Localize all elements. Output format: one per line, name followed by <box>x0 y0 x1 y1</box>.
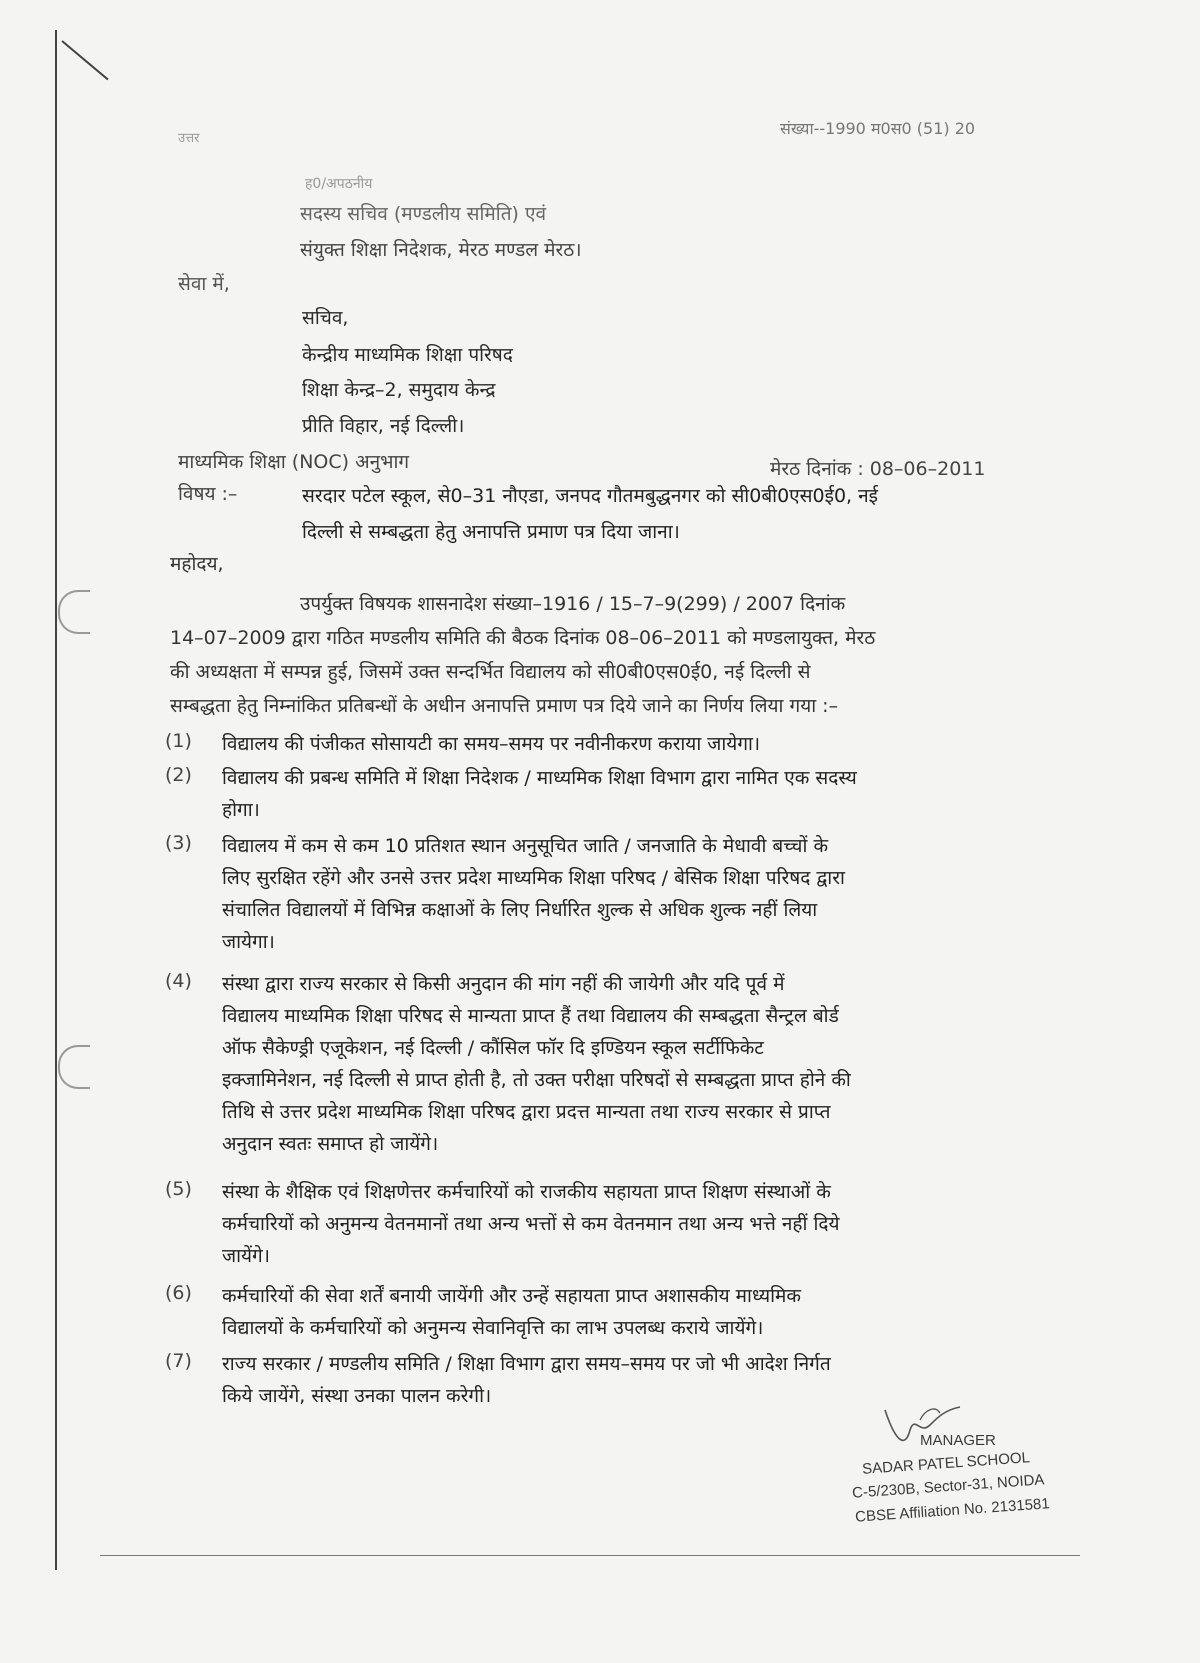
condition-text-line: ऑफ सैकेण्ड्री एजूकेशन, नई दिल्ली / कौंसिल फॉर दि इण्डियन स्कूल सर्टीफिकेट <box>222 1037 764 1059</box>
subject-line-1: सरदार पटेल स्कूल, से0–31 नौएडा, जनपद गौतमबुद्धनगर को सी0बी0एस0ई0, नई <box>302 485 878 507</box>
sender-line-2: संयुक्त शिक्षा निदेशक, मेरठ मण्डल मेरठ। <box>300 239 582 261</box>
condition-text-line: विद्यालयों के कर्मचारियों को अनुमन्य सेवानिवृत्ति का लाभ उपलब्ध कराये जायेंगे। <box>222 1317 764 1339</box>
stamp-line-2: SADAR PATEL SCHOOL <box>861 1449 1031 1478</box>
intro-line-1: उपर्युक्त विषयक शासनादेश संख्या–1916 / 15–7–9(299) / 2007 दिनांक <box>300 593 846 615</box>
condition-text-line: होगा। <box>222 799 260 821</box>
condition-text-line: तिथि से उत्तर प्रदेश माध्यमिक शिक्षा परिषद द्वारा प्रदत्त मान्यता तथा राज्य सरकार से प्राप्त <box>222 1101 831 1123</box>
condition-text-line: कर्मचारियों की सेवा शर्तें बनायी जायेंगी और उन्हें सहायता प्राप्त अशासकीय माध्यमिक <box>222 1285 801 1307</box>
condition-text-line: विद्यालय की प्रबन्ध समिति में शिक्षा निदेशक / माध्यमिक शिक्षा विभाग द्वारा नामित एक सदस्य <box>222 767 857 789</box>
letter-date: मेरठ दिनांक : 08–06–2011 <box>770 458 986 480</box>
punch-hole-top <box>58 590 90 634</box>
condition-text-line: संस्था द्वारा राज्य सरकार से किसी अनुदान की मांग नहीं की जायेगी और यदि पूर्व में <box>222 973 785 995</box>
condition-number: (1) <box>165 730 192 752</box>
condition-number: (5) <box>165 1178 192 1200</box>
condition-text-line: विद्यालय माध्यमिक शिक्षा परिषद से मान्यता प्राप्त हैं तथा विद्यालय की सम्बद्धता सैन्ट्रल बोर्ड <box>222 1005 839 1027</box>
condition-number: (4) <box>165 970 192 992</box>
recipient-line-3: शिक्षा केन्द्र–2, समुदाय केन्द्र <box>302 379 496 401</box>
condition-text-line: इक्जामिनेशन, नई दिल्ली से प्राप्त होती है, तो उक्त परीक्षा परिषदों से सम्बद्धता प्राप्त होने की <box>222 1069 851 1091</box>
manager-signature <box>880 1395 970 1459</box>
corner-fold-mark <box>61 40 108 80</box>
condition-number: (2) <box>165 764 192 786</box>
sender-initial: ह0/अपठनीय <box>305 176 373 192</box>
condition-text-line: संस्था के शैक्षिक एवं शिक्षणेत्तर कर्मचारियों को राजकीय सहायता प्राप्त शिक्षण संस्थाओं के <box>222 1181 831 1203</box>
stamp-line-4: CBSE Affiliation No. 2131581 <box>854 1495 1051 1526</box>
bottom-rule <box>100 1555 1080 1556</box>
condition-text-line: राज्य सरकार / मण्डलीय समिति / शिक्षा विभाग द्वारा समय–समय पर जो भी आदेश निर्गत <box>222 1353 831 1375</box>
section-name: माध्यमिक शिक्षा (NOC) अनुभाग <box>178 451 410 473</box>
condition-text-line: लिए सुरक्षित रहेंगे और उनसे उत्तर प्रदेश माध्यमिक शिक्षा परिषद / बेसिक शिक्षा परिषद द्वारा <box>222 867 845 889</box>
condition-number: (7) <box>165 1350 192 1372</box>
reference-number: संख्या--1990 म0स0 (51) 20 <box>780 119 976 138</box>
salutation: महोदय, <box>170 553 224 575</box>
condition-text-line: जायेगा। <box>222 931 275 953</box>
condition-number: (6) <box>165 1282 192 1304</box>
condition-text-line: किये जायेंगे, संस्था उनका पालन करेगी। <box>222 1385 492 1407</box>
subject-label: विषय :– <box>178 483 238 505</box>
condition-text-line: विद्यालय में कम से कम 10 प्रतिशत स्थान अनुसूचित जाति / जनजाति के मेधावी बच्चों के <box>222 835 829 857</box>
condition-number: (3) <box>165 832 192 854</box>
recipient-line-1: सचिव, <box>302 307 349 329</box>
subject-line-2: दिल्ली से सम्बद्धता हेतु अनापत्ति प्रमाण पत्र दिया जाना। <box>302 521 680 543</box>
condition-text-line: संचालित विद्यालयों में विभिन्न कक्षाओं के लिए निर्धारित शुल्क से अधिक शुल्क नहीं लिया <box>222 899 818 921</box>
condition-text-line: कर्मचारियों को अनुमन्य वेतनमानों तथा अन्य भत्तों से कम वेतनमान तथा अन्य भत्ते नहीं दिये <box>222 1213 840 1235</box>
intro-line-2: 14–07–2009 द्वारा गठित मण्डलीय समिति की बैठक दिनांक 08–06–2011 को मण्डलायुक्त, मेरठ <box>170 627 876 649</box>
recipient-line-2: केन्द्रीय माध्यमिक शिक्षा परिषद <box>302 344 513 366</box>
left-margin-line <box>55 30 57 1570</box>
reference-left-mark: उत्तर <box>178 131 200 146</box>
stamp-line-1: MANAGER <box>920 1432 996 1449</box>
condition-text-line: विद्यालय की पंजीकत सोसायटी का समय–समय पर नवीनीकरण कराया जायेगा। <box>222 733 761 755</box>
recipient-line-4: प्रीति विहार, नई दिल्ली। <box>302 415 465 437</box>
sender-line-1: सदस्य सचिव (मण्डलीय समिति) एवं <box>300 203 547 225</box>
intro-line-3: की अध्यक्षता में सम्पन्न हुई, जिसमें उक्त सन्दर्भित विद्यालय को सी0बी0एस0ई0, नई दिल्ली से <box>170 661 811 683</box>
stamp-line-3: C-5/230B, Sector-31, NOIDA <box>851 1471 1045 1502</box>
condition-text-line: जायेंगे। <box>222 1245 270 1267</box>
recipient-label: सेवा में, <box>178 273 230 295</box>
condition-text-line: अनुदान स्वतः समाप्त हो जायेंगे। <box>222 1133 439 1155</box>
intro-line-4: सम्बद्धता हेतु निम्नांकित प्रतिबन्धों के अधीन अनापत्ति प्रमाण पत्र दिये जाने का निर्णय लिया गया :– <box>170 695 839 717</box>
punch-hole-bottom <box>58 1045 90 1089</box>
